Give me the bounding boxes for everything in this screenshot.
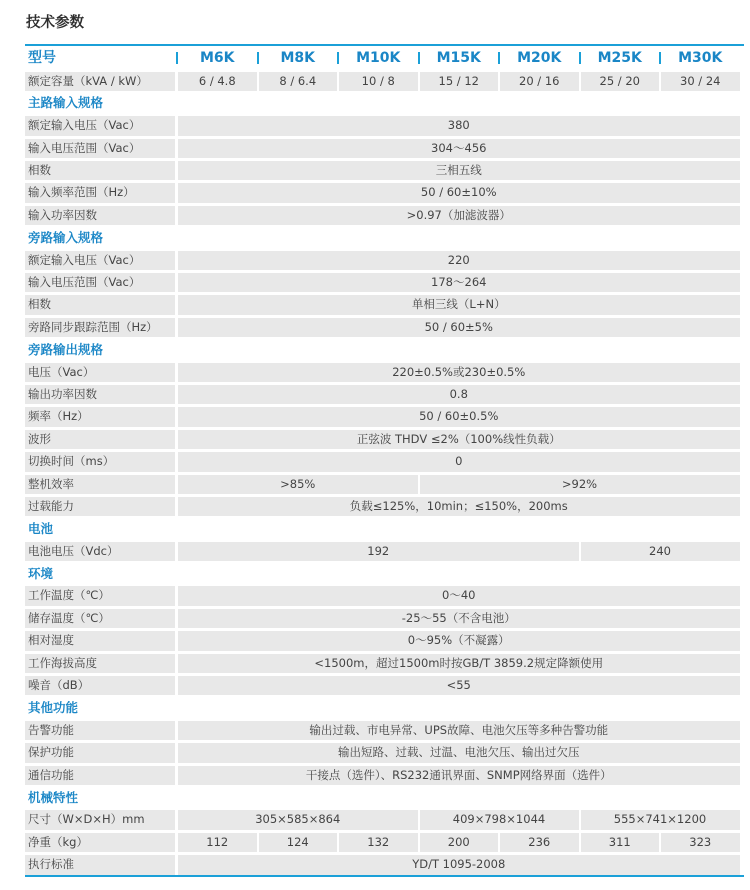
row-label: 净重（kg） [25, 833, 175, 852]
table-row [25, 540, 744, 562]
table-row [25, 272, 744, 294]
value-cell: 10 / 8 [339, 72, 418, 91]
value-cell: >0.97（加滤波器） [178, 206, 740, 225]
value-cell: >92% [420, 475, 740, 494]
table-row [25, 675, 744, 697]
table-row [25, 742, 744, 764]
row-label: 旁路同步跟踪范围（Hz） [25, 318, 175, 337]
value-cell: 555×741×1200 [581, 810, 740, 829]
section-heading: 机械特性 [28, 789, 79, 805]
table-row [25, 160, 744, 182]
row-label: 电压（Vac） [25, 363, 175, 382]
row-label: 保护功能 [25, 743, 175, 762]
value-cell: 单相三线（L+N） [178, 295, 740, 314]
table-row [25, 652, 744, 674]
table-row [25, 406, 744, 428]
value-cell: 409×798×1044 [420, 810, 579, 829]
row-label: 切换时间（ms） [25, 452, 175, 471]
value-cell: 输出短路、过载、过温、电池欠压、输出过欠压 [178, 743, 740, 762]
table-row [25, 585, 744, 607]
table-row [25, 607, 744, 629]
value-cell: 0.8 [178, 385, 740, 404]
value-cell: 输出过载、市电异常、UPS故障、电池欠压等多种告警功能 [178, 721, 740, 740]
table-row [25, 70, 744, 92]
value-cell: 124 [259, 833, 338, 852]
section-heading: 旁路输入规格 [28, 229, 104, 245]
value-cell: 200 [420, 833, 499, 852]
header-model-m10k: M10K [356, 50, 401, 66]
value-cell: 30 / 24 [661, 72, 740, 91]
page-title: 技术参数 [26, 15, 84, 31]
table-row [25, 137, 744, 159]
table-row [25, 719, 744, 741]
table-row [25, 383, 744, 405]
header-model-m8k: M8K [280, 50, 316, 66]
value-cell: 8 / 6.4 [259, 72, 338, 91]
value-cell: 20 / 16 [500, 72, 579, 91]
row-label: 整机效率 [25, 475, 175, 494]
table-row [25, 495, 744, 517]
value-cell: 50 / 60±5% [178, 318, 740, 337]
table-body [25, 70, 744, 876]
table-row [25, 831, 744, 853]
row-label: 储存温度（℃） [25, 609, 175, 628]
value-cell: 负载≤125%，10min；≤150%，200ms [178, 497, 740, 516]
spec-table [25, 44, 744, 876]
table-row [25, 294, 744, 316]
table-row [25, 204, 744, 226]
row-label: 额定输入电压（Vac） [25, 251, 175, 270]
header-model-m15k: M15K [436, 50, 481, 66]
row-label: 输入功率因数 [25, 206, 175, 225]
value-cell: 0～40 [178, 586, 740, 605]
table-row [25, 115, 744, 137]
row-label: 执行标准 [25, 855, 175, 874]
header-model-m20k: M20K [517, 50, 562, 66]
value-cell: 236 [500, 833, 579, 852]
value-cell: 323 [661, 833, 740, 852]
table-row [25, 473, 744, 495]
value-cell: 380 [178, 116, 740, 135]
row-label: 工作温度（℃） [25, 586, 175, 605]
value-cell: 305×585×864 [178, 810, 418, 829]
table-header [25, 44, 744, 70]
row-label: 通信功能 [25, 766, 175, 785]
table-row [25, 764, 744, 786]
row-label: 相数 [25, 161, 175, 180]
header-model-label: 型号 [28, 50, 56, 66]
value-cell: 正弦波 THDV ≤2%（100%线性负载） [178, 430, 740, 449]
table-row [25, 182, 744, 204]
table-bottom-rule [25, 875, 744, 877]
row-label: 噪音（dB） [25, 676, 175, 695]
value-cell: <1500m，超过1500m时按GB/T 3859.2规定降额使用 [178, 654, 740, 673]
row-label: 工作海拔高度 [25, 654, 175, 673]
value-cell: 50 / 60±10% [178, 183, 740, 202]
row-label: 输入电压范围（Vac） [25, 139, 175, 158]
section-heading: 电池 [28, 520, 54, 536]
row-label: 过载能力 [25, 497, 175, 516]
value-cell: 0～95%（不凝露） [178, 631, 740, 650]
row-label: 额定容量（kVA / kW） [25, 72, 175, 91]
section-heading: 主路输入规格 [28, 95, 104, 111]
row-label: 波形 [25, 430, 175, 449]
table-row [25, 451, 744, 473]
row-label: 输入频率范围（Hz） [25, 183, 175, 202]
row-label: 告警功能 [25, 721, 175, 740]
section-heading: 旁路输出规格 [28, 341, 104, 357]
value-cell: 112 [178, 833, 257, 852]
value-cell: 311 [581, 833, 660, 852]
row-label: 相对湿度 [25, 631, 175, 650]
row-label: 输入电压范围（Vac） [25, 273, 175, 292]
table-row [25, 854, 744, 876]
value-cell: 304～456 [178, 139, 740, 158]
value-cell: 25 / 20 [581, 72, 660, 91]
value-cell: 6 / 4.8 [178, 72, 257, 91]
table-row [25, 361, 744, 383]
table-row [25, 809, 744, 831]
table-row [25, 630, 744, 652]
row-label: 电池电压（Vdc） [25, 542, 175, 561]
value-cell: 三相五线 [178, 161, 740, 180]
value-cell: 192 [178, 542, 579, 561]
value-cell: 220 [178, 251, 740, 270]
value-cell: 0 [178, 452, 740, 471]
value-cell: >85% [178, 475, 418, 494]
row-label: 额定输入电压（Vac） [25, 116, 175, 135]
row-label: 输出功率因数 [25, 385, 175, 404]
value-cell: 干接点（选件）、RS232通讯界面、SNMP网络界面（选件） [178, 766, 740, 785]
value-cell: 240 [581, 542, 740, 561]
value-cell: 50 / 60±0.5% [178, 407, 740, 426]
value-cell: 132 [339, 833, 418, 852]
value-cell: 178～264 [178, 273, 740, 292]
value-cell: 15 / 12 [420, 72, 499, 91]
table-row [25, 428, 744, 450]
row-label: 频率（Hz） [25, 407, 175, 426]
row-label: 相数 [25, 295, 175, 314]
row-label: 尺寸（W×D×H）mm [25, 810, 175, 829]
value-cell: <55 [178, 676, 740, 695]
header-model-m6k: M6K [199, 50, 235, 66]
table-row [25, 316, 744, 338]
value-cell: 220±0.5%或230±0.5% [178, 363, 740, 382]
section-heading: 其他功能 [28, 699, 79, 715]
section-heading: 环境 [28, 565, 54, 581]
header-model-m25k: M25K [597, 50, 642, 66]
header-model-m30k: M30K [678, 50, 723, 66]
table-row [25, 249, 744, 271]
value-cell: YD/T 1095-2008 [178, 855, 740, 874]
value-cell: -25～55（不含电池） [178, 609, 740, 628]
